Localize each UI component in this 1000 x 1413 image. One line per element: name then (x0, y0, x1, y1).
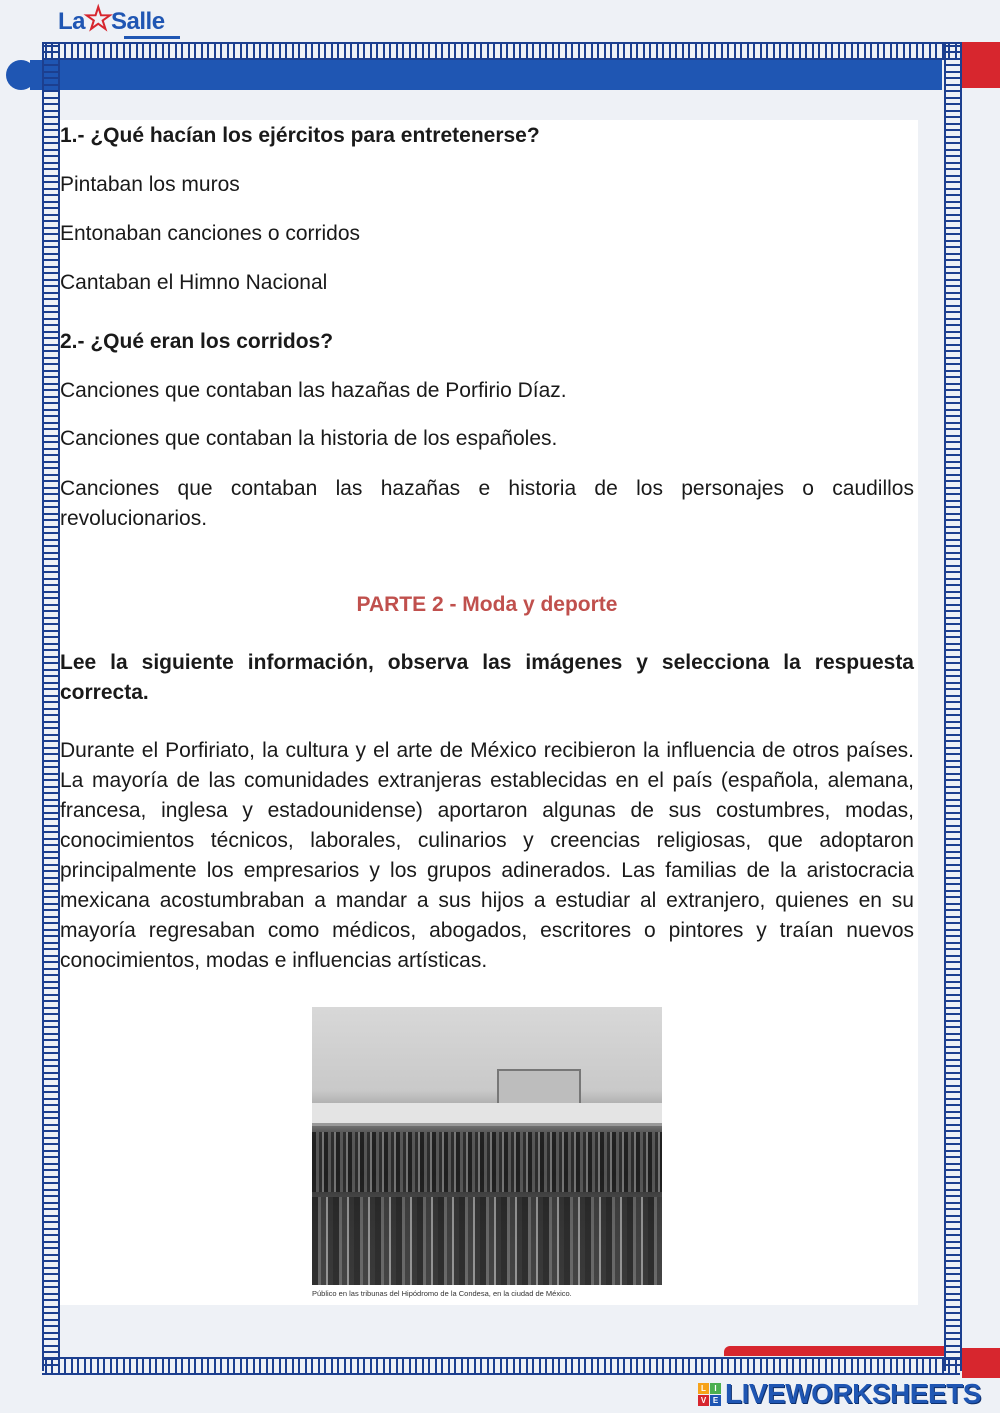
liveworksheets-wordmark: LIVEWORKSHEETS (725, 1378, 981, 1409)
decorative-red-block-top (962, 42, 1000, 88)
question-2-option-1[interactable]: Canciones que contaban las hazañas de Porfirio Díaz. (60, 379, 567, 402)
live-letter-i: I (710, 1383, 721, 1394)
liveworksheets-brand (698, 1378, 981, 1410)
live-letter-v: V (698, 1395, 709, 1406)
logo-underline (124, 36, 180, 39)
section-paragraph: Durante el Porfiriato, la cultura y el arte de México recibieron la influencia de otros países. La mayoría de las comunidades extranjeras establecidas en el país (española, alemana, francesa, inglesa y estadounidense) aportaron algunas de sus costumbres, modas, conocimientos técnicos, laborales, culinarios y creencias religiosas, que adoptaron principalmente los empresarios y los grupos adinerados. Las familias de la aristocracia mexicana acostumbraban a mandar a sus hijos a estudiar al extranjero, quienes en su mayoría regresaban como médicos, abogados, escritores o pintores y traían nuevos conocimientos, modas e influencias artísticas. (60, 739, 914, 972)
section-instruction: Lee la siguiente información, observa las imágenes y selecciona la respuesta correcta. (60, 651, 914, 704)
greek-key-border-right (944, 42, 962, 1371)
question-2-option-3[interactable]: Canciones que contaban las hazañas e historia de los personajes o caudillos revolucionarios. (60, 477, 914, 530)
live-letter-e: E (710, 1395, 721, 1406)
question-2-title: 2.- ¿Qué eran los corridos? (60, 330, 334, 353)
live-letter-l: L (698, 1383, 709, 1394)
decorative-blue-bar (30, 60, 942, 90)
logo-text-right: Salle (111, 8, 165, 35)
photo-caption: Público en las tribunas del Hipódromo de la Condesa, en la ciudad de México. (312, 1289, 572, 1298)
photo-crowd-ground (312, 1197, 662, 1285)
question-1-option-2[interactable]: Entonaban canciones o corridos (60, 222, 361, 245)
decorative-red-strip (724, 1346, 944, 1356)
section-heading: PARTE 2 - Moda y deporte (356, 593, 618, 616)
question-2-option-2[interactable]: Canciones que contaban la historia de los españoles. (60, 427, 558, 450)
star-icon: ☆ (83, 0, 113, 38)
photo-grandstand-roof (312, 1103, 662, 1126)
decorative-red-block-bottom (962, 1348, 1000, 1378)
question-1-option-1[interactable]: Pintaban los muros (60, 173, 240, 196)
greek-key-border-bottom (42, 1357, 960, 1375)
greek-key-border-top (42, 42, 960, 60)
logo-text-left: La (58, 8, 86, 35)
photo-crowd-stands (312, 1132, 662, 1192)
question-1-option-3[interactable]: Cantaban el Himno Nacional (60, 271, 328, 294)
question-1-title: 1.- ¿Qué hacían los ejércitos para entretenerse? (60, 124, 540, 147)
live-grid-icon (698, 1383, 721, 1406)
greek-key-border-left (42, 42, 60, 1371)
hipodromo-photo (312, 1007, 662, 1285)
